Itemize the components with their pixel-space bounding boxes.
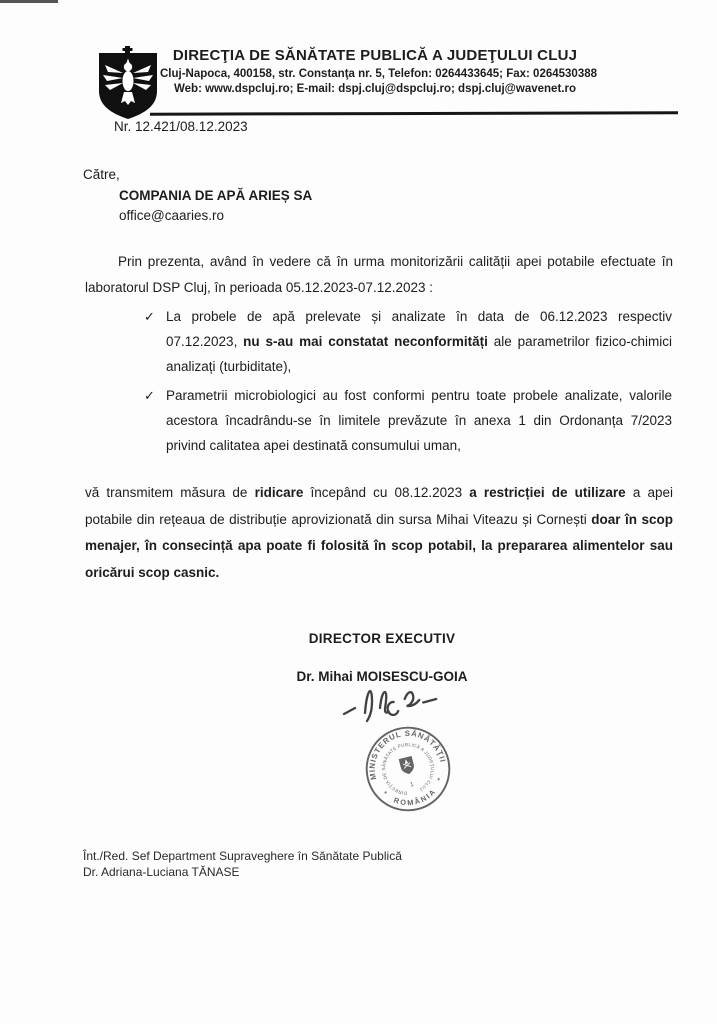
stamp-center-emblem-icon [399, 756, 416, 776]
checkmark-icon: ✓ [144, 388, 155, 403]
salutation: Către, [83, 167, 120, 182]
stamp-star-right-icon: ✶ [436, 776, 442, 784]
signer-name: Dr. Mihai MOISESCU-GOIA [296, 669, 468, 684]
header-divider [150, 111, 678, 115]
letterhead [160, 47, 598, 95]
address-line: Cluj-Napoca, 400158, str. Constanţa nr. 5, Telefon: 0264433645; Fax: 0264530388 [160, 67, 598, 80]
reference-number: Nr. 12.421/08.12.2023 [114, 119, 248, 134]
list-item [144, 383, 672, 458]
finding-text: La probele de apă prelevate și analizate în data de 06.12.2023 respectiv 07.12.2023, nu s-au mai constatat neconformități ale parametrilor fizico-chimici analizați (turbiditate), [166, 309, 672, 374]
drafted-by-line: Înt./Red. Sef Department Supraveghere în Sănătate Publică [83, 849, 402, 863]
findings-list [144, 304, 672, 462]
romania-coat-of-arms-icon [93, 45, 163, 121]
stamp-outer-bottom-text: ROMÂNIA [392, 786, 439, 808]
list-item [144, 304, 672, 379]
stamp-inner-ring-text: DIRECŢIA DE SĂNĂTATE PUBLICĂ A JUDEŢULUI CLUJ [381, 742, 435, 796]
contact-line: Web: www.dspcluj.ro; E-mail: dspj.cluj@dspcluj.ro; dspj.cluj@wavenet.ro [174, 83, 576, 95]
organization-name: DIRECŢIA DE SĂNĂTATE PUBLICĂ A JUDEŢULUI CLUJ [172, 47, 578, 64]
measure-paragraph: vă transmitem măsura de ridicare începând cu 08.12.2023 a restricției de utilizare a apei potabile din rețeaua de distribuție aprovizionată din sursa Mihai Viteazu și Cornești doar în scop menajer, în consecință apa poate fi folosită în scop potabil, la prepararea alimentelor sau oricărui scop casnic. [85, 485, 673, 580]
recipient-company: COMPANIA DE APĂ ARIEȘ SA [119, 188, 313, 203]
stamp-star-left-icon: ✶ [383, 789, 389, 797]
scan-edge-artifact [0, 0, 58, 3]
drafter-name: Dr. Adriana-Luciana TĂNASE [83, 865, 240, 879]
intro-paragraph: Prin prezenta, având în vedere că în urma monitorizării calității apei potabile efectuate în laboratorul DSP Cluj, în perioada 05.12.2023-07.12.2023 : [85, 254, 673, 295]
signer-title: DIRECTOR EXECUTIV [308, 631, 456, 646]
recipient-block [83, 165, 312, 226]
finding-text: Parametrii microbiologici au fost conformi pentru toate probele analizate, valorile acestora încadrându-se în limitele prevăzute în anexa 1 din Ordonanța 7/2023 privind calitatea apei destinată consumului uman, [166, 388, 672, 453]
stamp-number: 1 [409, 780, 415, 789]
footer-block [83, 848, 402, 880]
checkmark-icon: ✓ [144, 309, 155, 324]
recipient-email: office@caaries.ro [119, 208, 225, 223]
stamp-outer-top-text: MINISTERUL SĂNĂTĂŢII [367, 728, 448, 781]
